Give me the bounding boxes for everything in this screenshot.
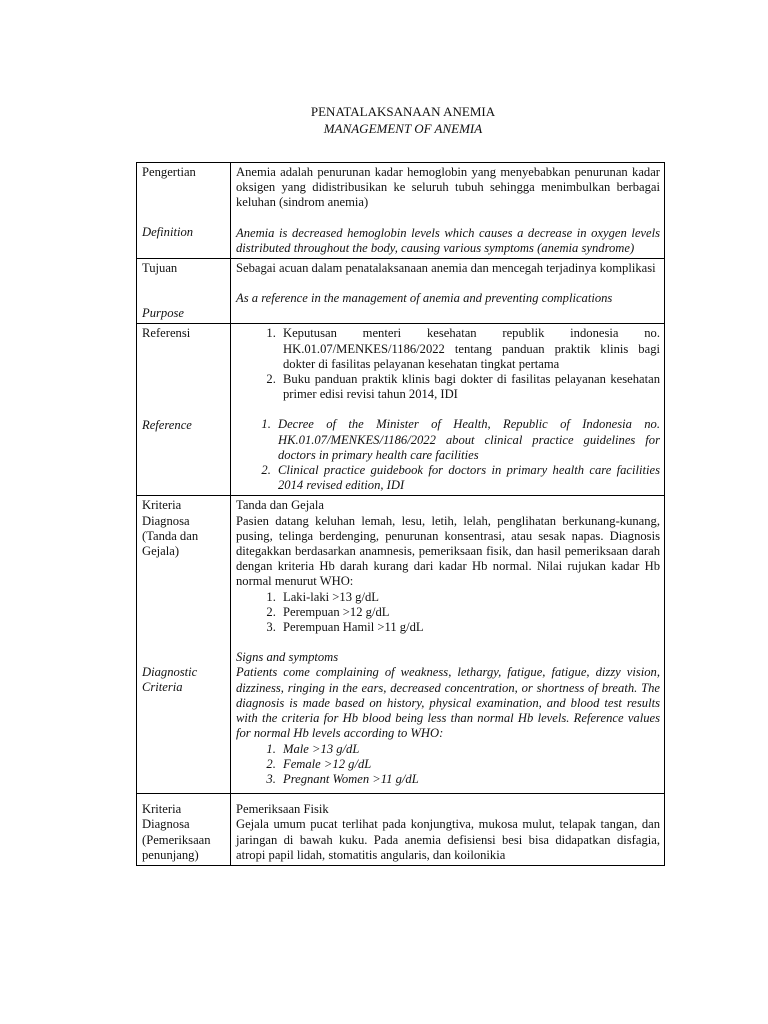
label-criteria: Criteria <box>142 680 183 695</box>
document-title <box>0 103 768 137</box>
row-reference <box>137 324 665 496</box>
text-definition: Anemia is decreased hemoglobin levels which causes a decrease in oxygen levels distributed throughout the body, causing various symptoms (anemia syndrome) <box>236 225 660 255</box>
text-tujuan: Sebagai acuan dalam penatalaksanaan anemia dan mencegah terjadinya komplikasi <box>236 261 656 276</box>
text-pemeriksaan-fisik: Gejala umum pucat terlihat pada konjungtiva, mukosa mulut, telapak tangan, dan jaringan di bawah kuku. Pada anemia defisiensi besi bisa didapatkan disfagia, atropi papil lidah, stomatitis angularis, dan koilonikia <box>236 817 660 862</box>
content-cell-purpose <box>231 259 665 324</box>
content-cell-definition <box>231 163 665 259</box>
reference-item-id: 1. Keputusan menteri kesehatan republik indonesia no. HK.01.07/MENKES/1186/2022 tentang panduan praktik klinis bagi dokter di fasilitas pelayanan kesehatan tingkat pertama <box>279 326 660 372</box>
label-cell-purpose <box>137 259 231 324</box>
title-main: PENATALAKSANAAN ANEMIA <box>310 104 496 119</box>
row-purpose <box>137 259 665 324</box>
hb-item-id: 1. Laki-laki >13 g/dL <box>279 590 660 605</box>
hb-item-id: 2. Perempuan >12 g/dL <box>279 605 660 620</box>
label-pemeriksaan: (Pemeriksaan <box>142 832 211 847</box>
reference-list-id <box>236 326 660 402</box>
anemia-management-table <box>136 162 665 866</box>
label-diagnosa-2: Diagnosa <box>142 817 190 832</box>
row-definition <box>137 163 665 259</box>
label-purpose: Purpose <box>142 306 184 321</box>
hb-list-id <box>236 590 660 636</box>
reference-item-id: 2. Buku panduan praktik klinis bagi dokter di fasilitas pelayanan kesehatan primer edisi revisi tahun 2014, IDI <box>279 372 660 402</box>
hb-item-en: 2. Female >12 g/dL <box>279 757 660 772</box>
reference-item-en: 2. Clinical practice guidebook for doctors in primary health care facilities 2014 revised edition, IDI <box>274 463 660 493</box>
label-diagnostic: Diagnostic <box>142 665 198 680</box>
text-tanda-gejala: Pasien datang keluhan lemah, lesu, letih, lelah, penglihatan berkunang-kunang, pusing, telinga berdenging, penurunan konsentrasi, atau sesak napas. Diagnosis ditegakkan berdasarkan anamnesis, pemeriksaan fisik, dan hasil pemeriksaan darah dengan kriteria Hb darah kurang dari kadar Hb normal. Nilai rujukan kadar Hb normal menurut WHO: <box>236 513 660 589</box>
hb-item-id: 3. Perempuan Hamil >11 g/dL <box>279 620 660 635</box>
content-cell-diagnostic-criteria <box>231 496 665 794</box>
title-subtitle: MANAGEMENT OF ANEMIA <box>323 121 483 136</box>
label-kriteria-2: Kriteria <box>142 802 182 817</box>
reference-item-en: 1. Decree of the Minister of Health, Republic of Indonesia no. HK.01.07/MENKES/1186/2022 about clinical practice guidelines for doctors in primary health care facilities <box>274 417 660 463</box>
label-definition: Definition <box>142 225 194 240</box>
hb-list-en <box>236 742 660 788</box>
label-tanda-dan: (Tanda dan <box>142 528 199 543</box>
label-pengertian: Pengertian <box>142 165 196 179</box>
row-supporting-examination <box>137 794 665 866</box>
label-diagnosa: Diagnosa <box>142 513 190 528</box>
heading-tanda-gejala: Tanda dan Gejala <box>236 498 324 513</box>
content-cell-reference <box>231 324 665 496</box>
label-penunjang: penunjang) <box>142 847 199 862</box>
label-referensi: Referensi <box>142 326 191 341</box>
reference-list-en <box>236 417 660 493</box>
label-cell-definition <box>137 163 231 259</box>
hb-item-en: 3. Pregnant Women >11 g/dL <box>279 772 660 787</box>
label-reference: Reference <box>142 417 192 432</box>
label-kriteria: Kriteria <box>142 498 182 513</box>
label-tujuan: Tujuan <box>142 261 178 276</box>
content-cell-supporting <box>231 794 665 866</box>
hb-item-en: 1. Male >13 g/dL <box>279 742 660 757</box>
heading-signs-symptoms: Signs and symptoms <box>236 650 339 665</box>
label-gejala: Gejala) <box>142 544 180 559</box>
text-pengertian: Anemia adalah penurunan kadar hemoglobin yang menyebabkan penurunan kadar oksigen yang didistribusikan ke seluruh tubuh sehingga menimbulkan berbagai keluhan (sindrom anemia) <box>236 165 660 210</box>
label-cell-diagnostic-criteria <box>137 496 231 794</box>
heading-pemeriksaan-fisik: Pemeriksaan Fisik <box>236 802 329 817</box>
row-diagnostic-criteria <box>137 496 665 794</box>
label-cell-supporting <box>137 794 231 866</box>
text-signs-symptoms: Patients come complaining of weakness, lethargy, fatigue, fatigue, dizzy vision, dizziness, ringing in the ears, decreased concentration, or shortness of breath. The diagnosis is made based on history, physical examination, and blood test results with the criteria for Hb blood being less than normal Hb levels. Reference values for normal Hb levels according to WHO: <box>236 665 660 741</box>
text-purpose: As a reference in the management of anemia and preventing complications <box>236 291 613 306</box>
label-cell-reference <box>137 324 231 496</box>
